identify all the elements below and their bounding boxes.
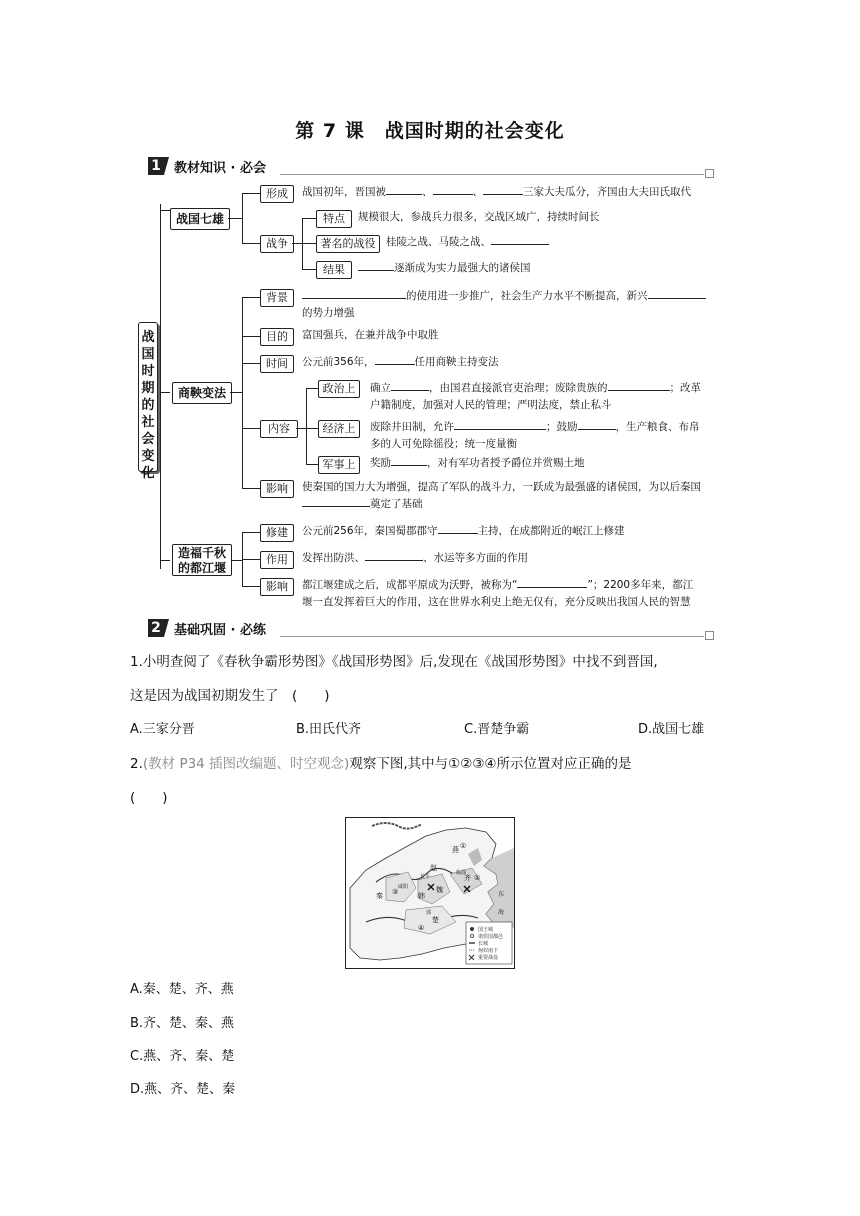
section-number: 2 — [148, 619, 164, 637]
map-label: 郢 — [426, 910, 432, 916]
q1-option-c[interactable]: C.晋楚争霸 — [464, 722, 530, 737]
connector-line — [306, 428, 318, 429]
map-label: 长平 — [420, 874, 431, 880]
connector-line — [230, 392, 242, 393]
section-header-1 — [148, 156, 714, 178]
mindmap-root-label: 战国时期的社会变化 — [141, 330, 155, 481]
q1-option-d[interactable]: D.战国七雄 — [638, 722, 705, 737]
q2-option-a[interactable]: A.秦、楚、齐、燕 — [130, 982, 234, 997]
connector-line — [160, 560, 170, 561]
connector-line — [242, 336, 260, 337]
node-zhanzheng: 战争 — [260, 235, 294, 253]
node-mudi: 目的 — [260, 328, 294, 346]
beijing-text-2: 的势力增强 — [302, 307, 355, 319]
connector-line — [242, 428, 260, 429]
map-label: 秦 — [376, 892, 383, 900]
map-label: 咸阳 — [398, 884, 409, 890]
map-label: 韩 — [418, 892, 425, 900]
node-junshi: 军事上 — [318, 456, 360, 474]
node-neirong: 内容 — [260, 420, 298, 438]
section-header-2 — [148, 618, 714, 640]
connector-line — [292, 243, 302, 244]
q2-option-c[interactable]: C.燕、齐、秦、楚 — [130, 1049, 235, 1064]
q2-option-d[interactable]: D.燕、齐、楚、秦 — [130, 1082, 236, 1097]
connector-line — [242, 297, 243, 488]
map-label: 赵 — [430, 864, 437, 872]
section-box-icon — [705, 631, 714, 640]
jingji-text-2: 多的人可免除徭役；统一度量衡 — [370, 438, 517, 450]
branch-dujiangyan-label-1: 造福千秋 — [177, 546, 226, 560]
node-zuoyong: 作用 — [260, 551, 294, 569]
jieguo-text: 逐渐成为实力最强大的诸侯国 — [358, 260, 531, 277]
connector-line — [242, 488, 260, 489]
connector-line — [160, 210, 170, 211]
legend-item: 国王城 — [478, 927, 494, 933]
map-label: 东 — [498, 891, 505, 898]
mudi-text: 富国强兵，在兼并战争中取胜 — [302, 329, 439, 341]
xingcheng-text: 战国初年，晋国被 、 、 三家大夫瓜分，齐国由大夫田氏取代 — [302, 186, 691, 198]
node-zhanyi: 著名的战役 — [316, 235, 380, 253]
xiujian-text: 公元前256年，秦国蜀郡郡守 主持，在成都附近的岷江上修建 — [302, 525, 625, 537]
branch-dujiangyan — [172, 544, 232, 576]
node-djy-yingxiang: 影响 — [260, 578, 294, 596]
djy-yingxiang-text-2: 堰一直发挥着巨大的作用，这在世界水利史上绝无仅有，充分反映出我国人民的智慧 — [302, 596, 691, 608]
map-graphic — [346, 818, 514, 968]
connector-line — [242, 243, 260, 244]
q2-stem: 2.(教材 P34 插图改编题、时空观念)观察下图,其中与①②③④所示位置对应正确的是 — [130, 756, 632, 772]
node-zhengzhi: 政治上 — [318, 380, 360, 398]
map-label: ④ — [418, 924, 425, 932]
connector-line — [306, 464, 318, 465]
connector-line — [242, 559, 260, 560]
connector-line — [302, 269, 316, 270]
jingji-text: 废除井田制，允许 ；鼓励 ，生产粮食、布帛 — [370, 421, 700, 433]
connector-line — [228, 218, 242, 219]
section-box-icon — [705, 169, 714, 178]
connector-line — [160, 392, 170, 393]
junshi-text: 奖励 ，对有军功者授予爵位并赏赐土地 — [370, 457, 585, 469]
map-label: ② — [474, 874, 481, 882]
node-tedian: 特点 — [316, 210, 352, 228]
q1-stem-line2: 这是因为战国初期发生了 ( ) — [130, 688, 330, 704]
beijing-text: 的使用进一步推广，社会生产力水平不断提高，新兴 — [302, 288, 706, 305]
page-title: 第 7 课 战国时期的社会变化 — [295, 120, 565, 142]
connector-line — [302, 218, 303, 270]
shijian-text: 公元前356年， 任用商鞅主持变法 — [302, 356, 499, 368]
connector-line — [242, 586, 260, 587]
tedian-text: 规模很大，参战兵力很多，交战区域广，持续时间长 — [358, 211, 600, 223]
q2-option-b[interactable]: B.齐、楚、秦、燕 — [130, 1016, 235, 1031]
connector-line — [242, 193, 243, 243]
legend-item: 长城 — [478, 941, 489, 947]
connector-line — [242, 363, 260, 364]
legend-item: 匈奴南下 — [478, 948, 499, 954]
bianfa-yingxiang-text-2: 奠定了基础 — [302, 496, 423, 513]
section-label: 基础巩固 · 必练 — [174, 623, 266, 638]
connector-line — [306, 388, 318, 389]
mindmap-root — [138, 322, 158, 481]
section-rule — [280, 174, 704, 175]
node-jingji: 经济上 — [318, 420, 360, 438]
map-label: 燕 — [452, 846, 459, 854]
map-label: 楚 — [432, 916, 439, 924]
branch-qixiong: 战国七雄 — [170, 208, 230, 230]
node-beijing: 背景 — [260, 289, 294, 307]
zhengzhi-text-2: 户籍制度，加强对人民的管理；严明法度，禁止私斗 — [370, 399, 612, 411]
q1-option-b[interactable]: B.田氏代齐 — [296, 722, 362, 737]
connector-line — [242, 532, 260, 533]
node-xiujian: 修建 — [260, 524, 294, 542]
connector-line — [160, 204, 161, 569]
branch-dujiangyan-label-2: 的都江堰 — [177, 561, 226, 575]
connector-line — [306, 388, 307, 464]
connector-line — [242, 297, 260, 298]
q1-stem-line1: 1.小明查阅了《春秋争霸形势图》《战国形势图》后,发现在《战国形势图》中找不到晋国, — [130, 654, 658, 670]
node-jieguo: 结果 — [316, 261, 352, 279]
section-number: 1 — [148, 157, 164, 175]
map-label: ③ — [392, 888, 399, 896]
map-label: 临淄 — [456, 870, 467, 876]
section-label: 教材知识 · 必会 — [174, 161, 266, 176]
section-rule — [280, 636, 704, 637]
legend-item: 诸侯国都邑 — [478, 934, 504, 940]
node-shijian: 时间 — [260, 355, 294, 373]
djy-yingxiang-text: 都江堰建成之后，成都平原成为沃野，被称为“ ”；2200多年来，都江 — [302, 579, 694, 591]
map-label: 魏 — [436, 886, 443, 894]
q1-option-a[interactable]: A.三家分晋 — [130, 722, 195, 737]
node-xingcheng: 形成 — [260, 185, 294, 203]
zhengzhi-text: 确立 ，由国君直接派官吏治理；废除贵族的 ；改革 — [370, 382, 701, 394]
connector-line — [242, 193, 260, 194]
bianfa-yingxiang-text: 使秦国的国力大为增强，提高了军队的战斗力，一跃成为最强盛的诸侯国，为以后秦国 — [302, 481, 701, 493]
map-label: ① — [460, 842, 467, 850]
zuoyong-text: 发挥出防洪、 、水运等多方面的作用 — [302, 552, 528, 564]
connector-line — [232, 560, 242, 561]
connector-line — [302, 243, 316, 244]
connector-line — [302, 218, 316, 219]
legend-item: 重要战役 — [478, 955, 499, 961]
map-label: 齐 — [464, 874, 471, 882]
connector-line — [296, 428, 306, 429]
q2-paren: ( ) — [130, 790, 168, 806]
map-label: 海 — [498, 909, 505, 916]
warring-states-map — [345, 817, 515, 969]
zhanyi-text: 桂陵之战、马陵之战、 — [386, 234, 549, 251]
branch-bianfa: 商鞅变法 — [172, 382, 232, 404]
node-bianfa-yingxiang: 影响 — [260, 480, 294, 498]
